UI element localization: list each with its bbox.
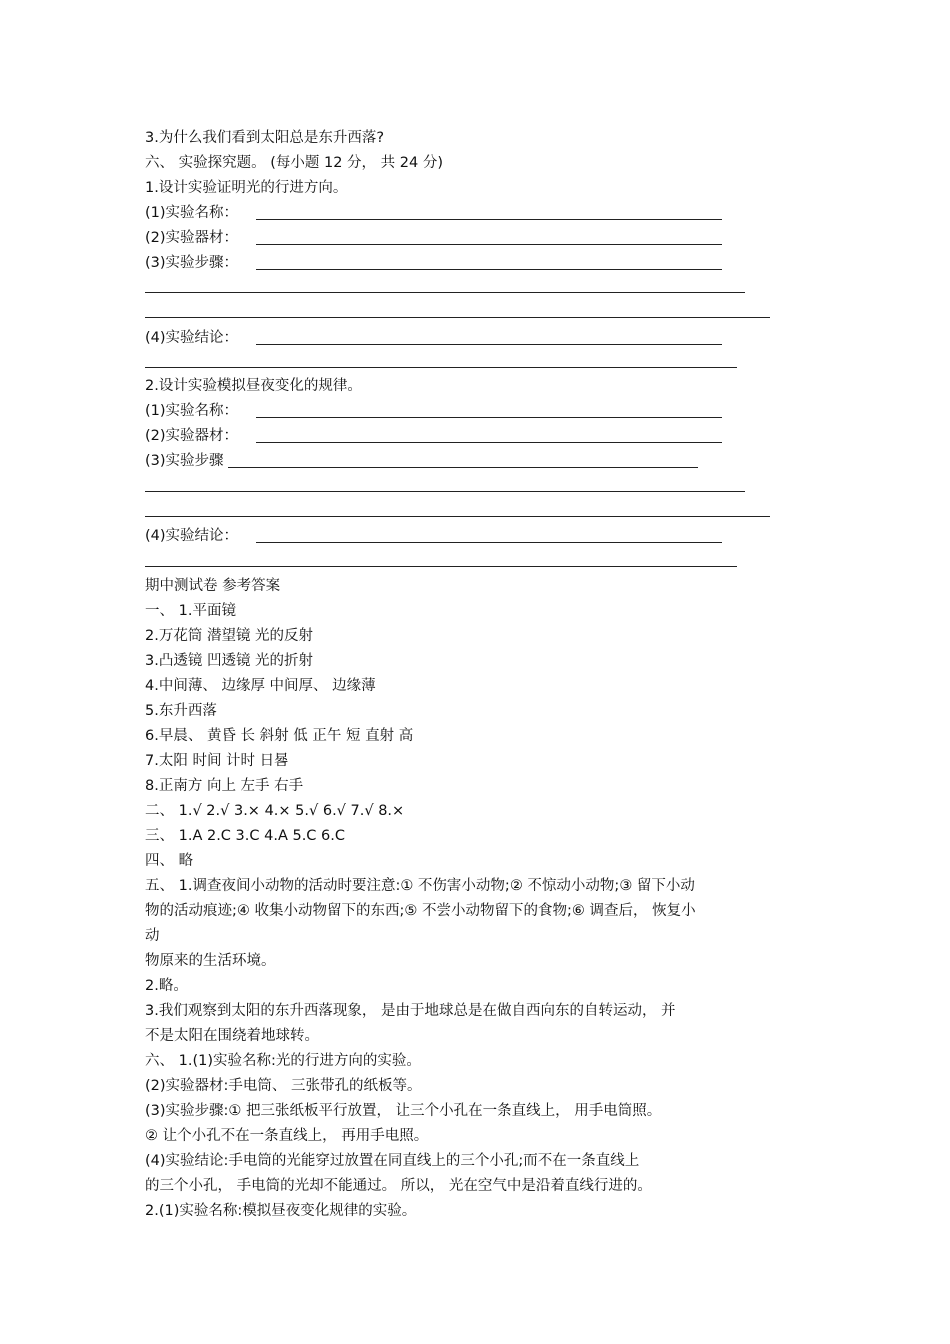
- answer-line: 五、 1.调查夜间小动物的活动时要注意:① 不伤害小动物;② 不惊动小动物;③ 留下小动: [145, 878, 695, 894]
- experiment-1-steps-blank: [256, 269, 722, 270]
- answer-line: 2.(1)实验名称:模拟昼夜变化规律的实验。: [145, 1203, 417, 1219]
- experiment-2-name-blank: [256, 417, 722, 418]
- answers-heading: 期中测试卷 参考答案: [145, 578, 281, 594]
- experiment-2-equipment-blank: [256, 442, 722, 443]
- answer-line: 4.中间薄、 边缘厚 中间厚、 边缘薄: [145, 678, 376, 694]
- answer-line: 二、 1.√ 2.√ 3.× 4.× 5.√ 6.√ 7.√ 8.×: [145, 803, 405, 819]
- experiment-1-equipment-blank: [256, 244, 722, 245]
- experiment-2-steps-blank-line-2: [145, 491, 745, 492]
- answer-line: 2.万花筒 潜望镜 光的反射: [145, 628, 314, 644]
- answer-line: 8.正南方 向上 左手 右手: [145, 778, 304, 794]
- answer-line: 三、 1.A 2.C 3.C 4.A 5.C 6.C: [145, 828, 345, 844]
- experiment-2-title: 2.设计实验模拟昼夜变化的规律。: [145, 378, 362, 394]
- answer-line: 物的活动痕迹;④ 收集小动物留下的东西;⑤ 不尝小动物留下的食物;⑥ 调查后， 恢复小: [145, 903, 696, 919]
- experiment-1-steps-blank-line-2: [145, 292, 745, 293]
- experiment-2-steps-label: (3)实验步骤: [145, 453, 224, 469]
- answer-line: 动: [145, 928, 160, 944]
- experiment-1-equipment-label: (2)实验器材：: [145, 230, 239, 246]
- experiment-1-conclusion-label: (4)实验结论：: [145, 330, 239, 346]
- experiment-1-title: 1.设计实验证明光的行进方向。: [145, 180, 348, 196]
- answer-line: 六、 1.(1)实验名称:光的行进方向的实验。: [145, 1053, 421, 1069]
- experiment-1-name-label: (1)实验名称：: [145, 205, 239, 221]
- answer-line: 3.凸透镜 凹透镜 光的折射: [145, 653, 314, 669]
- section-6-heading: 六、 实验探究题。 (每小题 12 分， 共 24 分): [145, 155, 443, 171]
- answer-line: (2)实验器材:手电筒、 三张带孔的纸板等。: [145, 1078, 422, 1094]
- experiment-1-steps-label: (3)实验步骤：: [145, 255, 239, 271]
- experiment-2-equipment-label: (2)实验器材：: [145, 428, 239, 444]
- experiment-2-conclusion-label: (4)实验结论：: [145, 528, 239, 544]
- experiment-2-name-label: (1)实验名称：: [145, 403, 239, 419]
- answer-line: (4)实验结论:手电筒的光能穿过放置在同直线上的三个小孔;而不在一条直线上: [145, 1153, 640, 1169]
- experiment-1-name-blank: [256, 219, 722, 220]
- experiment-2-steps-blank-line-3: [145, 516, 770, 517]
- answer-line: 5.东升西落: [145, 703, 217, 719]
- answer-line: 6.早晨、 黄昏 长 斜射 低 正午 短 直射 高: [145, 728, 414, 744]
- answer-line: 7.太阳 时间 计时 日晷: [145, 753, 289, 769]
- answer-line: (3)实验步骤:① 把三张纸板平行放置， 让三个小孔在一条直线上， 用手电筒照。: [145, 1103, 662, 1119]
- answer-line: 3.我们观察到太阳的东升西落现象， 是由于地球总是在做自西向东的自转运动， 并: [145, 1003, 676, 1019]
- experiment-1-conclusion-blank-line-2: [145, 367, 737, 368]
- answer-line: 物原来的生活环境。: [145, 953, 276, 969]
- question-3: 3.为什么我们看到太阳总是东升西落?: [145, 130, 385, 146]
- experiment-1-steps-blank-line-3: [145, 317, 770, 318]
- answer-line: 的三个小孔， 手电筒的光却不能通过。 所以， 光在空气中是沿着直线行进的。: [145, 1178, 652, 1194]
- experiment-1-conclusion-blank: [256, 344, 722, 345]
- answer-line: 一、 1.平面镜: [145, 603, 236, 619]
- experiment-2-conclusion-blank-line-2: [145, 566, 737, 567]
- experiment-2-steps-blank: [228, 467, 698, 468]
- answer-line: 不是太阳在围绕着地球转。: [145, 1028, 319, 1044]
- answer-line: 四、 略: [145, 853, 194, 869]
- answer-line: ② 让个小孔不在一条直线上， 再用手电照。: [145, 1128, 429, 1144]
- answer-line: 2.略。: [145, 978, 188, 994]
- experiment-2-conclusion-blank: [256, 542, 722, 543]
